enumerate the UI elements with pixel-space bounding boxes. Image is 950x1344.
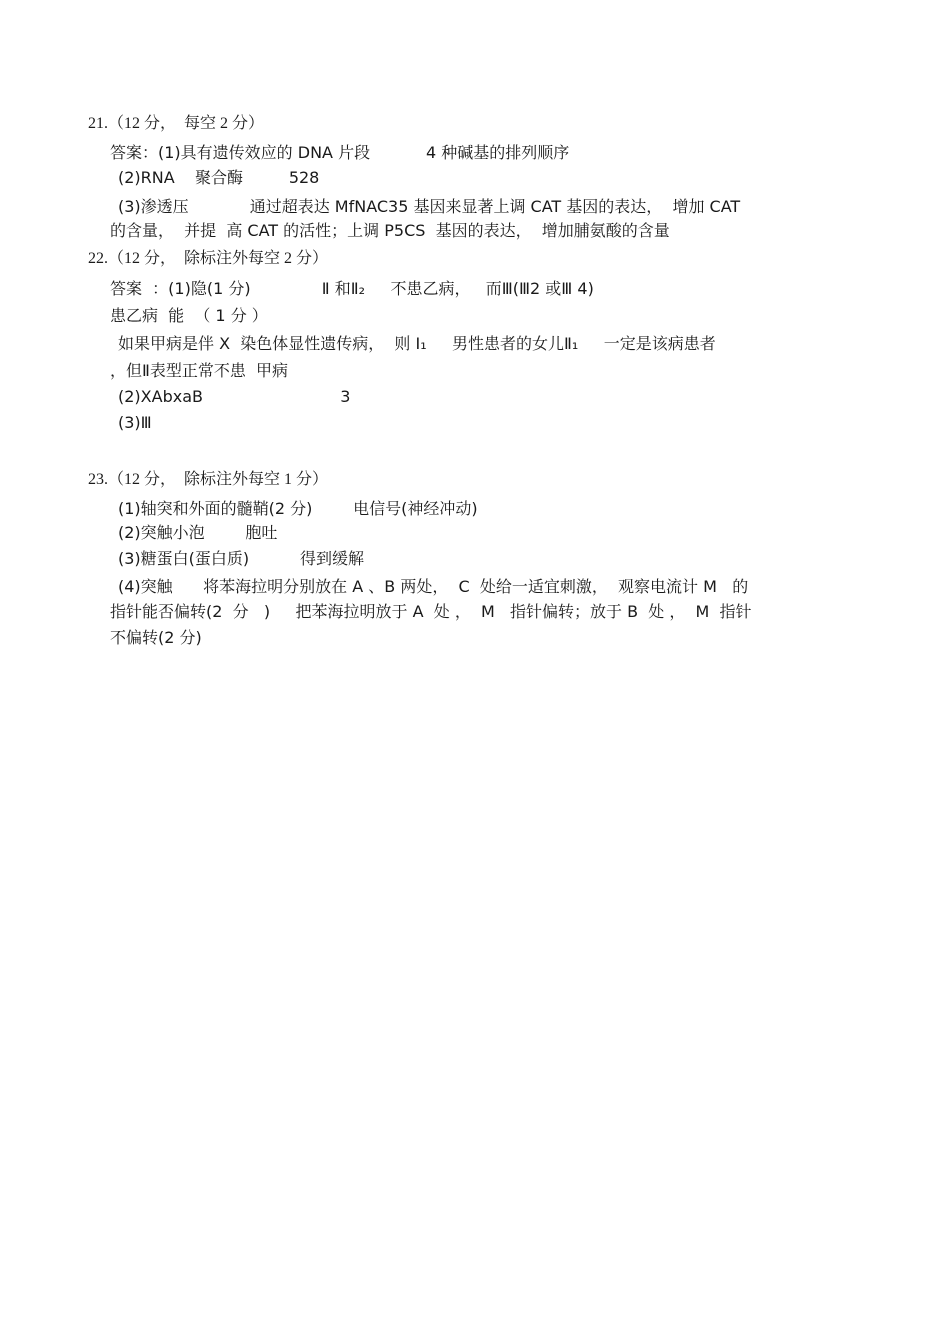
q23-answer-5: 指针能否偏转(2 分 ) 把苯海拉明放于 A 处 ， M 指针偏转；放于 B 处 ， M 指针 [110, 602, 752, 621]
q21-header: 21.（12 分， 每空 2 分） [88, 115, 265, 132]
q22-answer-1: 答案 ：(1)隐(1 分) Ⅱ 和Ⅱ₂ 不患乙病， 而Ⅲ(Ⅲ2 或Ⅲ 4) [110, 279, 594, 298]
q22-answer-3: 如果甲病是伴 X 染色体显性遗传病， 则 I₁ 男性患者的女儿Ⅱ₁ 一定是该病患者 [118, 334, 716, 353]
q23-header: 23.（12 分， 除标注外每空 1 分） [88, 471, 329, 488]
q23-answer-4: (4)突触 将苯海拉明分别放在 A 、B 两处， C 处给一适宜刺激， 观察电流计 M 的 [118, 577, 749, 596]
q21-answer-3: (3)渗透压 通过超表达 MfNAC35 基因来显著上调 CAT 基因的表达， 增加 CAT [118, 197, 741, 216]
q22-header: 22.（12 分， 除标注外每空 2 分） [88, 250, 329, 267]
q22-answer-2: 患乙病 能 （ 1 分 ） [110, 306, 268, 325]
q21-answer-2: (2)RNA 聚合酶 528 [118, 168, 320, 187]
q22-answer-5: (2)XAbxaB 3 [118, 387, 351, 406]
q21-answer-4: 的含量， 并提 高 CAT 的活性；上调 P5CS 基因的表达， 增加脯氨酸的含量 [110, 221, 670, 240]
q23-answer-3: (3)糖蛋白(蛋白质) 得到缓解 [118, 549, 365, 568]
q22-answer-4: ，但Ⅱ表型正常不患 甲病 [110, 361, 289, 380]
q21-answer-1: 答案：(1)具有遗传效应的 DNA 片段 4 种碱基的排列顺序 [110, 143, 570, 162]
q22-answer-6: (3)Ⅲ [118, 413, 152, 432]
q23-answer-2: (2)突触小泡 胞吐 [118, 523, 278, 542]
q23-answer-6: 不偏转(2 分) [110, 628, 202, 647]
q23-answer-1: (1)轴突和外面的髓鞘(2 分) 电信号(神经冲动) [118, 499, 478, 518]
